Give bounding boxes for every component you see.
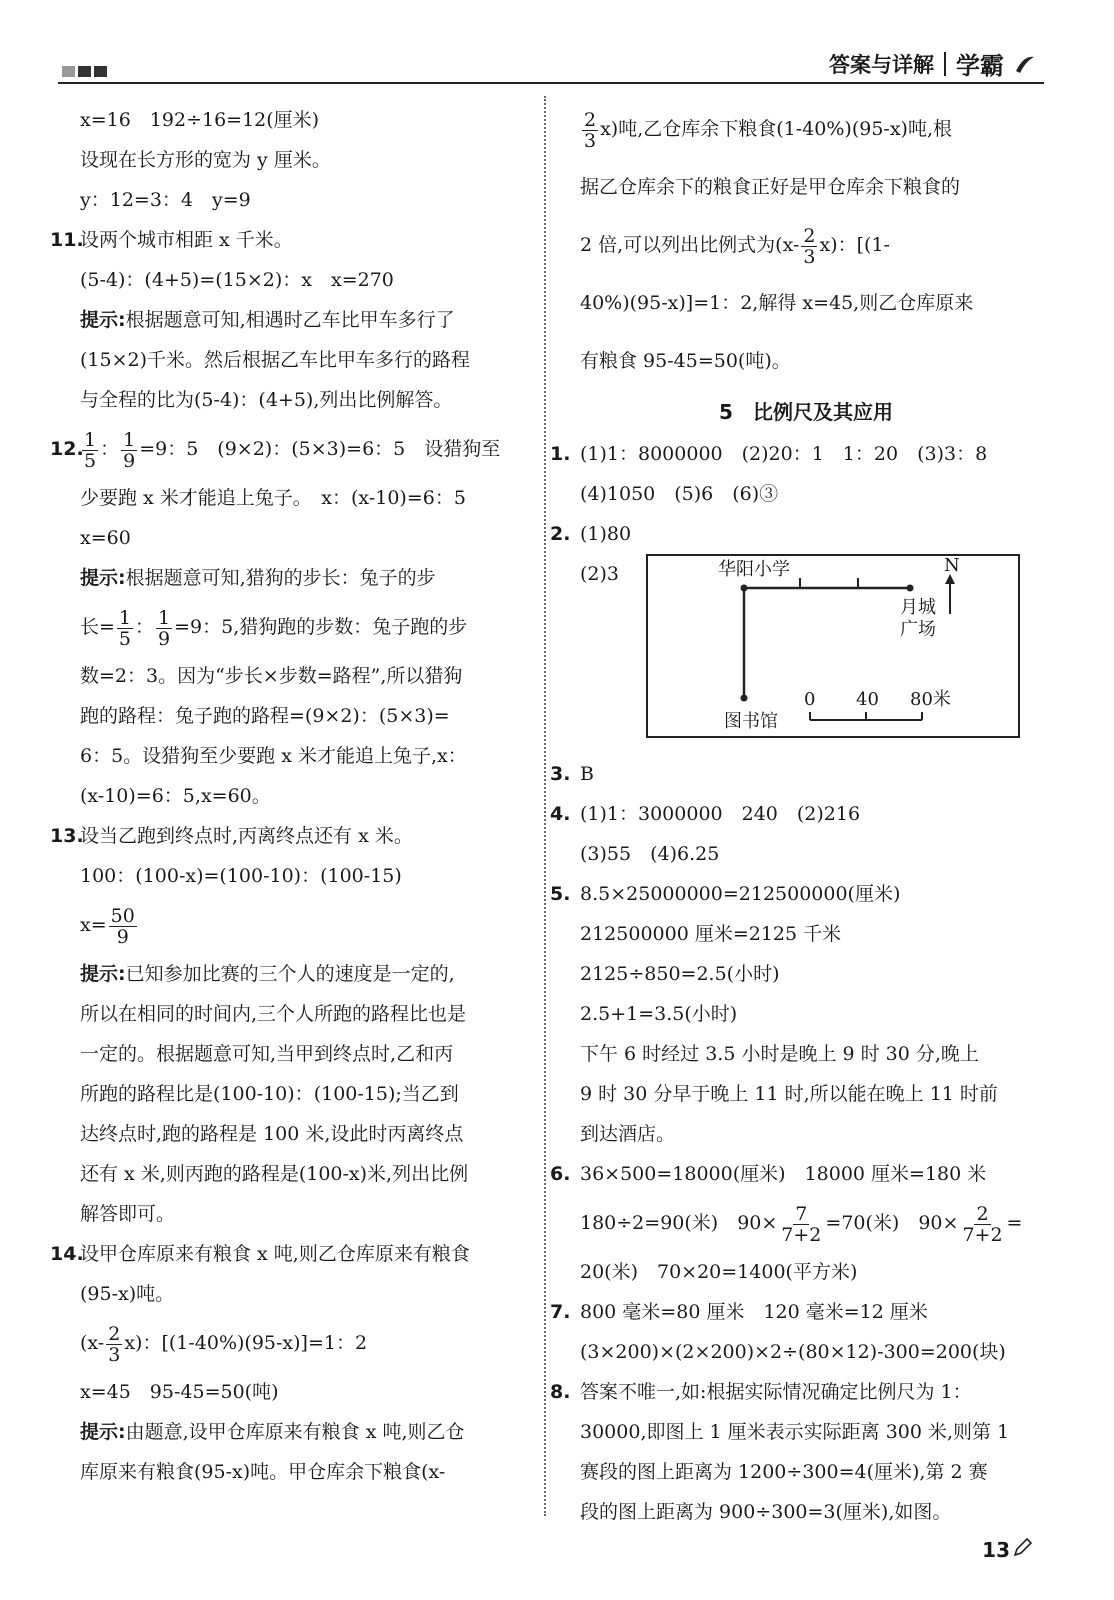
answer-line: 9 时 30 分早于晚上 11 时,所以能在晚上 11 时前 [580, 1083, 998, 1105]
map-label-plaza: 广场 [900, 619, 936, 640]
question-4 [550, 794, 1032, 834]
left-column [50, 100, 532, 1492]
question-8 [550, 1372, 1032, 1412]
answer-text: =70(米) 90× [825, 1212, 959, 1234]
fraction [156, 608, 172, 649]
question-number: 11. [50, 229, 84, 251]
answer-line [580, 100, 1032, 158]
column-divider [544, 96, 546, 1516]
question-14 [50, 1234, 532, 1274]
answer-text: = [1006, 1212, 1023, 1234]
answer-line: 少要跑 x 米才能追上兔子。 x：(x-10)=6：5 [80, 487, 466, 509]
denominator: 5 [84, 449, 97, 472]
hint-line: 6：5。设猎狗至少要跑 x 米才能追上兔子,x： [80, 745, 467, 767]
question-1 [550, 434, 1032, 474]
answer-line: x=45 95-45=50(吨) [80, 1381, 279, 1403]
answer-text: (x- [80, 1332, 105, 1354]
answer-line: 据乙仓库余下的粮食正好是甲仓库余下粮食的 [580, 176, 961, 198]
scale-tick-label: 40 [856, 689, 879, 710]
fraction [779, 1204, 823, 1245]
fraction [109, 906, 137, 947]
numerator: 1 [123, 428, 136, 451]
answer-line: 段的图上距离为 900÷300=3(厘米),如图。 [580, 1501, 952, 1523]
answer-line: 2125÷850=2.5(小时) [580, 963, 780, 985]
question-number: 2. [550, 523, 571, 545]
answer-text: (2)3 [580, 563, 620, 585]
numerator: 2 [803, 224, 816, 247]
answer-text: 答案不唯一,如:根据实际情况确定比例尺为 1： [580, 1381, 972, 1403]
numerator: 2 [108, 1322, 121, 1345]
hint-line: 一定的。根据题意可知,当甲到终点时,乙和丙 [80, 1043, 454, 1065]
answer-text: (1)1：8000000 (2)20：1 1：20 (3)3：8 [580, 443, 988, 465]
answer-text: 设两个城市相距 x 千米。 [80, 229, 293, 251]
answer-line: 赛段的图上距离为 1200÷300=4(厘米),第 2 赛 [580, 1461, 988, 1483]
map-label-library: 图书馆 [724, 711, 778, 732]
answer-text: 设甲仓库原来有粮食 x 吨,则乙仓库原来有粮食 [80, 1243, 470, 1265]
hint-line: 库原来有粮食(95-x)吨。甲仓库余下粮食(x- [80, 1461, 446, 1483]
hint-line [80, 598, 532, 656]
hint-text: 长= [80, 616, 115, 638]
hint-label: 提示: [80, 309, 126, 331]
scale-tick-label: 80米 [910, 689, 951, 710]
answer-text: 8.5×25000000=212500000(厘米) [580, 883, 901, 905]
brand-logo: 学霸 [956, 52, 1004, 80]
question-6 [550, 1154, 1032, 1194]
hint-label: 提示: [80, 963, 126, 985]
question-number: 14. [50, 1243, 84, 1265]
hint-line: 解答即可。 [80, 1203, 176, 1225]
question-number: 3. [550, 763, 571, 785]
hint-line [80, 954, 532, 994]
colon: ： [100, 438, 120, 460]
fraction [117, 608, 133, 649]
numerator: 2 [584, 108, 597, 131]
map-figure [580, 554, 1032, 754]
map-route-drawing [648, 556, 1018, 736]
section-title: 5 比例尺及其应用 [719, 400, 893, 424]
answer-text: =9：5 (9×2)：(5×3)=6：5 设猎狗至 [139, 438, 501, 460]
answer-line [580, 1194, 1032, 1252]
question-number: 1. [550, 443, 571, 465]
question-number: 8. [550, 1381, 571, 1403]
answer-line: 下午 6 时经过 3.5 小时是晚上 9 时 30 分,晚上 [580, 1043, 979, 1065]
answer-line: (4)1050 (5)6 (6)③ [580, 483, 779, 505]
answer-line: x=16 192÷16=12(厘米) [80, 109, 320, 131]
answer-line: 到达酒店。 [580, 1123, 676, 1145]
denominator: 5 [118, 627, 132, 650]
hint-label: 提示: [80, 567, 126, 589]
fraction [121, 430, 137, 471]
answer-line [80, 896, 532, 954]
question-number: 13. [50, 825, 84, 847]
question-7 [550, 1292, 1032, 1332]
answer-line: 设现在长方形的宽为 y 厘米。 [80, 149, 331, 171]
answer-text: (1)1：3000000 240 (2)216 [580, 803, 861, 825]
question-number: 12. [50, 438, 84, 460]
answer-line: 有粮食 95-45=50(吨)。 [580, 350, 791, 372]
answer-line: (95-x)吨。 [80, 1283, 175, 1305]
question-3 [550, 754, 1032, 794]
answer-text: 2 倍,可以列出比例式为(x- [580, 234, 800, 256]
answer-text: x)：[(1-40%)(95-x)]=1：2 [124, 1332, 368, 1354]
denominator: 9 [123, 449, 136, 472]
numerator: 1 [84, 428, 97, 451]
answer-text: 设当乙跑到终点时,丙离终点还有 x 米。 [80, 825, 413, 847]
numerator: 50 [110, 904, 135, 927]
fraction [582, 110, 598, 151]
answer-line: 30000,即图上 1 厘米表示实际距离 300 米,则第 1 [580, 1421, 1010, 1443]
denominator: 9 [158, 627, 171, 650]
hint-label: 提示: [80, 1421, 126, 1443]
answer-line: 2.5+1=3.5(小时) [580, 1003, 738, 1025]
hint-line: 所跑的路程比是(100-10)：(100-15);当乙到 [80, 1083, 459, 1105]
hint-line: 还有 x 米,则丙跑的路程是(100-x)米,列出比例 [80, 1163, 469, 1185]
hint-line [80, 300, 532, 340]
hint-text: 根据题意可知,猎狗的步长：兔子的步 [125, 567, 436, 589]
hint-line: 达终点时,跑的路程是 100 米,设此时丙离终点 [80, 1123, 464, 1145]
answer-text: x= [80, 914, 107, 936]
answer-line: x=60 [80, 527, 131, 549]
page-header [829, 46, 1036, 81]
hint-line: (x-10)=6：5,x=60。 [80, 785, 271, 807]
denominator: 3 [108, 1343, 121, 1366]
answer-text: (1)80 [580, 523, 632, 545]
answer-line [80, 1314, 532, 1372]
answer-line: 20(米) 70×20=1400(平方米) [580, 1261, 858, 1283]
hint-line [80, 558, 532, 598]
right-column [550, 100, 1032, 1532]
map-label-school: 华阳小学 [718, 559, 790, 580]
map-north-label: N [944, 555, 960, 576]
hint-line: 跑的路程：兔子跑的路程=(9×2)：(5×3)= [80, 705, 450, 727]
answer-text: 180÷2=90(米) 90× [580, 1212, 778, 1234]
answer-text: x)：[(1- [819, 234, 890, 256]
fraction [960, 1204, 1004, 1245]
answer-text: 800 毫米=80 厘米 120 毫米=12 厘米 [580, 1301, 928, 1323]
header-section-title: 答案与详解 [829, 52, 934, 77]
hint-line: 数=2：3。因为“步长×步数=路程”,所以猎狗 [80, 665, 463, 687]
denominator: 9 [116, 925, 129, 948]
answer-line: (3)55 (4)6.25 [580, 843, 720, 865]
numerator: 2 [976, 1202, 989, 1225]
scale-tick-label: 0 [804, 689, 816, 710]
numerator: 1 [158, 606, 171, 629]
header-separator [944, 52, 946, 76]
answer-line: (5-4)：(4+5)=(15×2)：x x=270 [80, 269, 394, 291]
hint-text: =9：5,猎狗跑的步数：兔子跑的步 [174, 616, 468, 638]
fraction [801, 226, 817, 267]
denominator: 7+2 [962, 1223, 1003, 1246]
header-rule [58, 82, 1044, 84]
hint-line: (15×2)千米。然后根据乙车比甲车多行的路程 [80, 349, 471, 371]
hint-text: 由题意,设甲仓库原来有粮食 x 吨,则乙仓 [125, 1421, 465, 1443]
question-13 [50, 816, 532, 856]
numerator: 7 [795, 1202, 808, 1225]
denominator: 7+2 [781, 1223, 822, 1246]
answer-line: (3×200)×(2×200)×2÷(80×12)-300=200(块) [580, 1341, 1006, 1363]
hint-text: 已知参加比赛的三个人的速度是一定的, [125, 963, 455, 985]
answer-text: 36×500=18000(厘米) 18000 厘米=180 米 [580, 1163, 987, 1185]
pencil-icon [1012, 1536, 1034, 1558]
question-number: 7. [550, 1301, 571, 1323]
question-2 [550, 514, 1032, 554]
fraction [106, 1324, 122, 1365]
answer-line: y：12=3：4 y=9 [80, 189, 251, 211]
numerator: 1 [118, 606, 132, 629]
answer-line [580, 216, 1032, 274]
colon: ： [135, 616, 155, 638]
header-decoration [62, 66, 107, 77]
question-number: 4. [550, 803, 571, 825]
answer-line: 40%)(95-x)]=1：2,解得 x=45,则乙仓库原来 [580, 292, 974, 314]
map-frame [646, 554, 1020, 738]
hint-line: 所以在相同的时间内,三个人所跑的路程比也是 [80, 1003, 467, 1025]
hint-text: 根据题意可知,相遇时乙车比甲车多行了 [125, 309, 455, 331]
question-12 [50, 420, 532, 478]
brand-swoosh-icon [1014, 53, 1036, 75]
question-number: 5. [550, 883, 571, 905]
answer-text: x)吨,乙仓库余下粮食(1-40%)(95-x)吨,根 [600, 118, 953, 140]
hint-line [80, 1412, 532, 1452]
denominator: 3 [584, 129, 597, 152]
question-5 [550, 874, 1032, 914]
answer-line: 212500000 厘米=2125 千米 [580, 923, 842, 945]
question-number: 6. [550, 1163, 571, 1185]
page-number: 13 [982, 1538, 1010, 1562]
answer-text: B [580, 763, 594, 785]
question-11 [50, 220, 532, 260]
answer-line: 100：(100-x)=(100-10)：(100-15) [80, 865, 402, 887]
hint-line: 与全程的比为(5-4)：(4+5),列出比例解答。 [80, 389, 453, 411]
denominator: 3 [803, 245, 816, 268]
fraction [82, 430, 98, 471]
map-label-plaza: 月城 [900, 597, 936, 618]
